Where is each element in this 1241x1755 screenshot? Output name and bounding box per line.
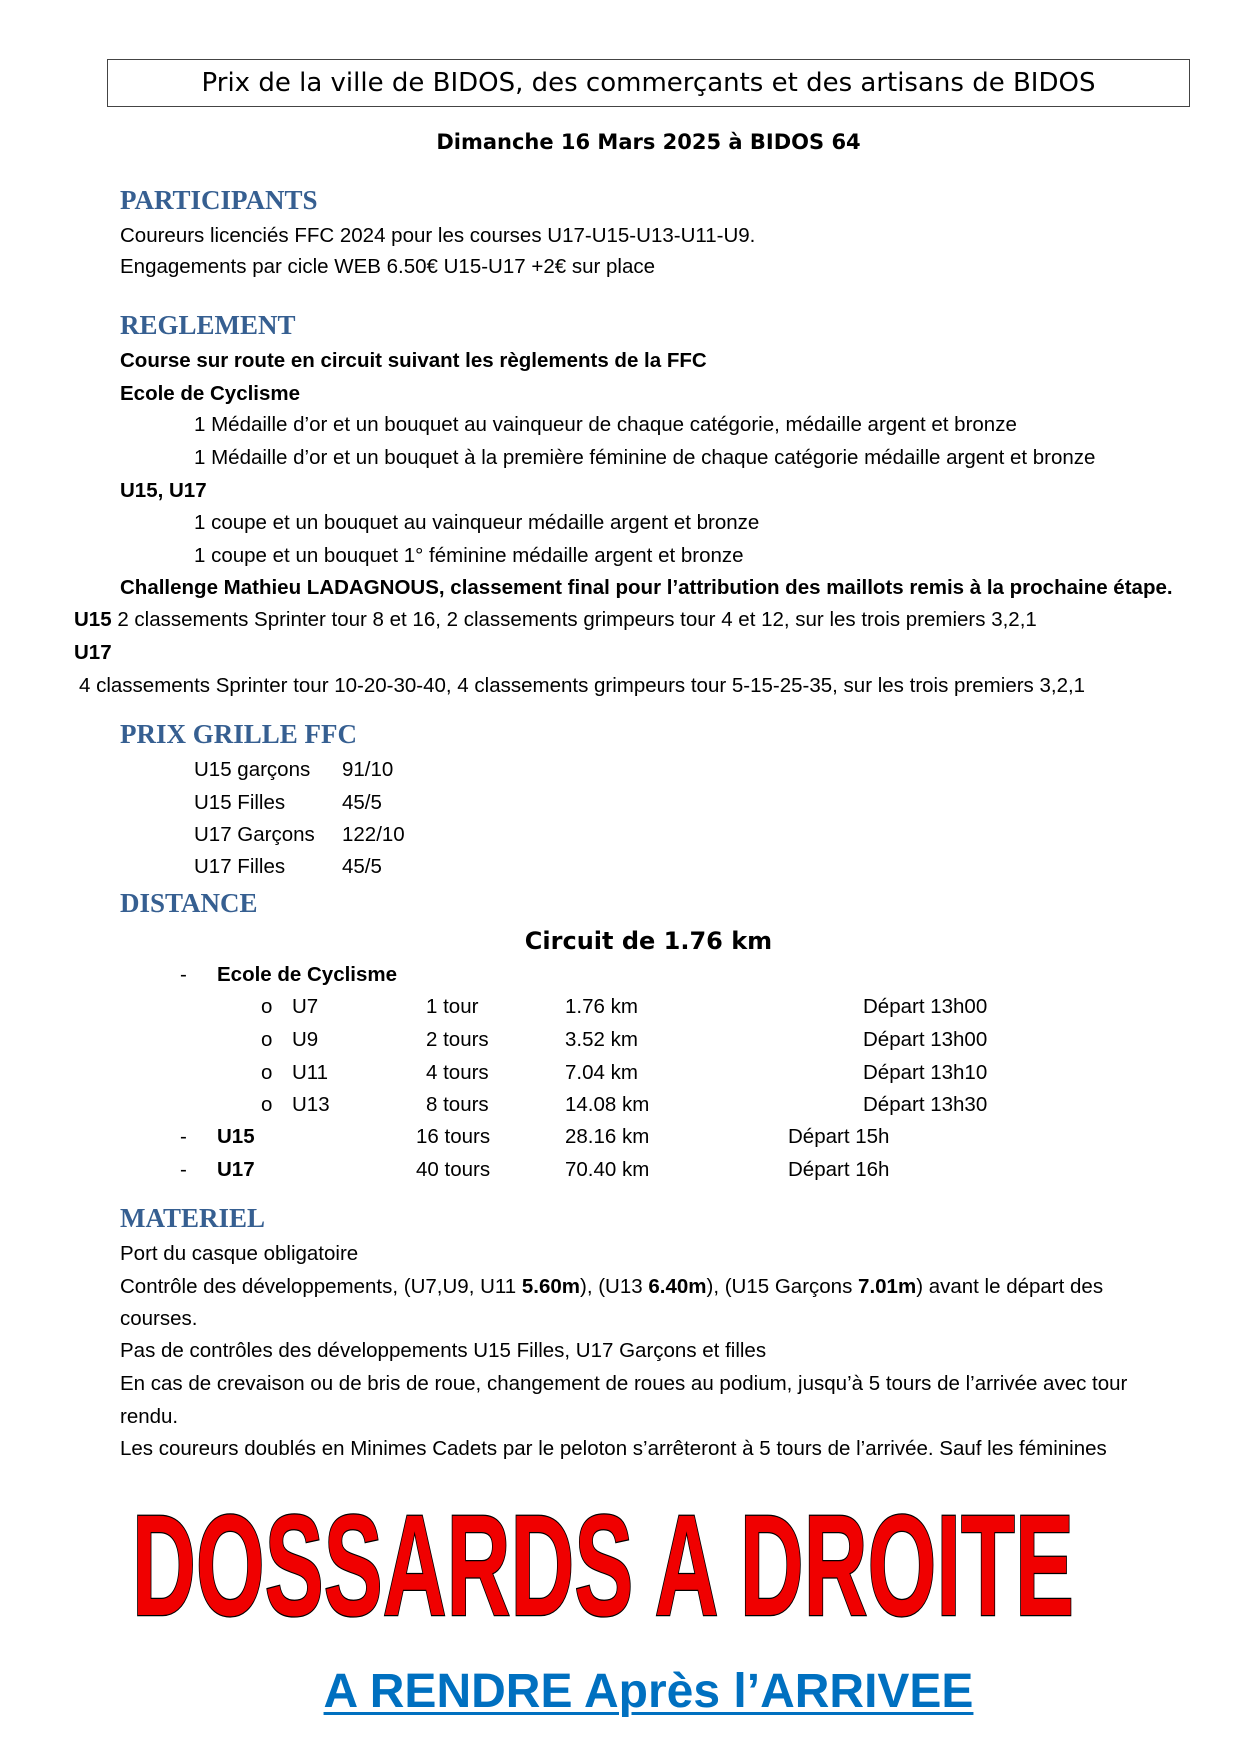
distance-km: 1.76 km	[565, 995, 638, 1018]
distance-laps: 2 tours	[426, 1028, 489, 1051]
materiel-heading: MATERIEL	[120, 1203, 266, 1233]
distance-start: Départ 13h00	[863, 1028, 988, 1051]
ecole-cyclisme-row	[0, 961, 1241, 989]
distance-start: Départ 13h30	[863, 1093, 988, 1116]
distance-row	[0, 1091, 1241, 1119]
materiel-doubles: Les coureurs doublés en Minimes Cadets par le peloton s’arrêteront à 5 tours de l’arrivée. Sauf les féminines	[120, 1437, 1107, 1460]
classement-u15-line	[74, 606, 1037, 634]
prix-grille-value: 122/10	[342, 823, 405, 846]
prix-grille-row	[0, 756, 1241, 784]
prix-grille-category: U15 Filles	[194, 791, 286, 814]
participants-line: Engagements par cicle WEB 6.50€ U15-U17 +2€ sur place	[120, 255, 656, 278]
distance-category: U11	[292, 1061, 329, 1084]
controle-text: Contrôle des développements, (U7,U9, U11	[120, 1275, 522, 1298]
participants-heading: PARTICIPANTS	[120, 185, 318, 215]
distance-start: Départ 13h10	[863, 1061, 988, 1084]
participants-line: Coureurs licenciés FFC 2024 pour les courses U17-U15-U13-U11-U9.	[120, 224, 756, 247]
distance-km: 70.40 km	[565, 1158, 650, 1181]
controle-gear-value: 5.60m	[521, 1275, 581, 1298]
distance-start: Départ 13h00	[863, 995, 988, 1018]
distance-laps: 40 tours	[416, 1158, 491, 1181]
prix-grille-row	[0, 789, 1241, 817]
distance-category: U13	[292, 1093, 330, 1116]
page-title: Prix de la ville de BIDOS, des commerçants et des artisans de BIDOS	[107, 59, 1190, 107]
reglement-ecole-prize: 1 Médaille d’or et un bouquet à la première féminine de chaque catégorie médaille argent et bronze	[194, 446, 1096, 469]
prix-grille-row	[0, 821, 1241, 849]
materiel-crevaison: En cas de crevaison ou de bris de roue, changement de roues au podium, jusqu’à 5 tours de l’arrivée avec tour	[120, 1372, 1128, 1395]
reglement-u15-u17-prize: 1 coupe et un bouquet 1° féminine médaille argent et bronze	[194, 544, 744, 567]
prix-grille-category: U15 garçons	[194, 758, 311, 781]
classement-u15-label: U15	[74, 608, 112, 631]
bibs-notice-text: DOSSARDS A DROITE	[132, 1496, 1074, 1626]
distance-category: U15	[217, 1125, 255, 1148]
reglement-course: Course sur route en circuit suivant les règlements de la FFC	[120, 349, 707, 372]
distance-laps: 1 tour	[426, 995, 479, 1018]
distance-laps: 4 tours	[426, 1061, 489, 1084]
reglement-u15-u17-prize: 1 coupe et un bouquet au vainqueur médaille argent et bronze	[194, 511, 760, 534]
prix-grille-value: 91/10	[342, 758, 394, 781]
controle-text: ) avant le départ des	[916, 1275, 1104, 1298]
materiel-crevaison-continued: rendu.	[120, 1405, 179, 1428]
event-date-location: Dimanche 16 Mars 2025 à BIDOS 64	[436, 130, 861, 154]
controle-gear-value: 7.01m	[858, 1275, 917, 1298]
reglement-ecole-label: Ecole de Cyclisme	[120, 382, 301, 405]
bibs-notice	[0, 1496, 1241, 1626]
controle-text: ), (U13	[580, 1275, 649, 1298]
distance-start: Départ 15h	[788, 1125, 890, 1148]
materiel-no-controle: Pas de contrôles des développements U15 Filles, U17 Garçons et filles	[120, 1339, 767, 1362]
distance-heading: DISTANCE	[120, 888, 258, 918]
distance-row	[0, 1026, 1241, 1054]
materiel-controle-continued: courses.	[120, 1307, 198, 1330]
reglement-challenge: Challenge Mathieu LADAGNOUS, classement final pour l’attribution des maillots remis à la prochaine étape.	[120, 576, 1173, 599]
list-bullet: o	[261, 995, 273, 1018]
reglement-u15-u17-label: U15, U17	[120, 479, 207, 502]
prix-grille-value: 45/5	[342, 791, 382, 814]
list-bullet: o	[261, 1028, 273, 1051]
distance-km: 7.04 km	[565, 1061, 638, 1084]
distance-km: 14.08 km	[565, 1093, 650, 1116]
circuit-length: Circuit de 1.76 km	[524, 927, 773, 955]
list-bullet: o	[261, 1093, 273, 1116]
distance-km: 28.16 km	[565, 1125, 650, 1148]
distance-category: U9	[292, 1028, 319, 1051]
distance-laps: 16 tours	[416, 1125, 491, 1148]
distance-laps: 8 tours	[426, 1093, 489, 1116]
list-dash: -	[180, 1158, 187, 1181]
distance-start: Départ 16h	[788, 1158, 890, 1181]
prix-grille-category: U17 Garçons	[194, 823, 315, 846]
distance-race-row	[0, 1123, 1241, 1151]
distance-km: 3.52 km	[565, 1028, 638, 1051]
controle-gear-value: 6.40m	[648, 1275, 707, 1298]
distance-category: U17	[217, 1158, 255, 1181]
distance-row	[0, 993, 1241, 1021]
list-dash: -	[180, 963, 187, 986]
prix-grille-heading: PRIX GRILLE FFC	[120, 719, 358, 749]
classement-u15-text: 2 classements Sprinter tour 8 et 16, 2 classements grimpeurs tour 4 et 12, sur les trois premiers 3,2,1	[117, 608, 1037, 631]
reglement-ecole-prize: 1 Médaille d’or et un bouquet au vainqueur de chaque catégorie, médaille argent et bronze	[194, 413, 1017, 436]
materiel-controle-line	[120, 1273, 1103, 1301]
prix-grille-row	[0, 853, 1241, 881]
ecole-cyclisme-label: Ecole de Cyclisme	[217, 963, 398, 986]
materiel-helmet: Port du casque obligatoire	[120, 1242, 359, 1265]
classement-u17-label: U17	[74, 641, 112, 664]
reglement-heading: REGLEMENT	[120, 310, 296, 340]
distance-race-row	[0, 1156, 1241, 1184]
list-bullet: o	[261, 1061, 273, 1084]
controle-text: ), (U15 Garçons	[706, 1275, 859, 1298]
distance-row	[0, 1059, 1241, 1087]
classement-u17-text: 4 classements Sprinter tour 10-20-30-40, 4 classements grimpeurs tour 5-15-25-35, sur les trois premiers 3,2,1	[79, 674, 1086, 697]
prix-grille-value: 45/5	[342, 855, 382, 878]
prix-grille-category: U17 Filles	[194, 855, 286, 878]
return-bibs-notice: A RENDRE Après l’ARRIVEE	[323, 1665, 974, 1718]
distance-category: U7	[292, 995, 319, 1018]
list-dash: -	[180, 1125, 187, 1148]
